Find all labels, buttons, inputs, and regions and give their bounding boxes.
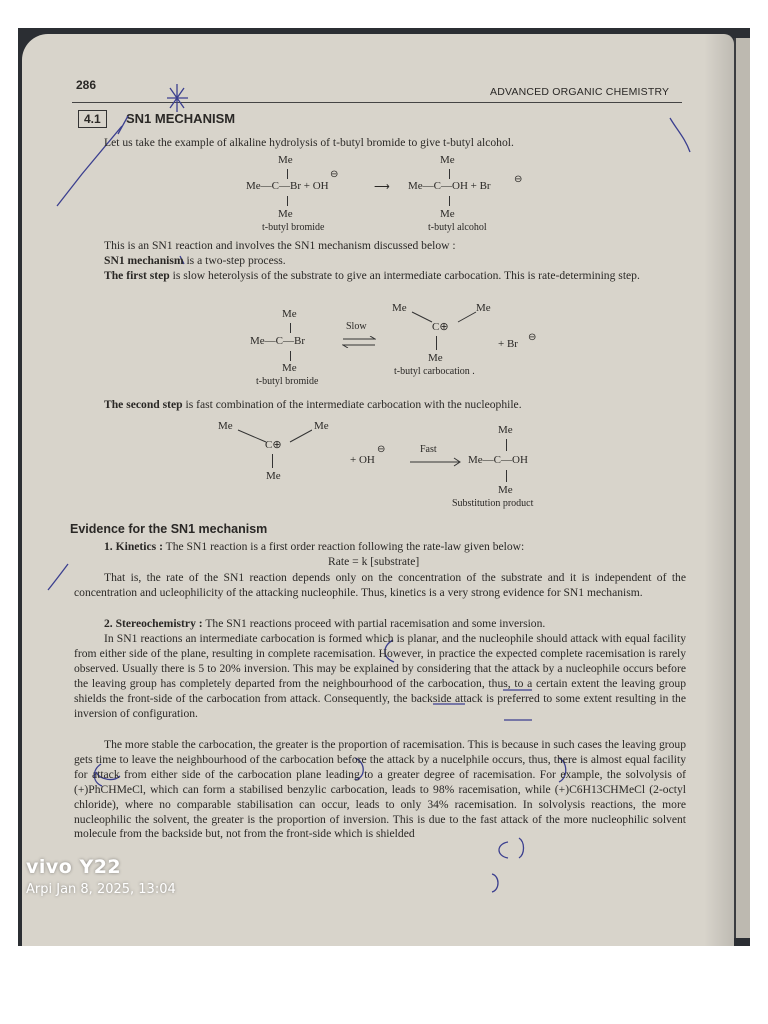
sn1-reaction-line: This is an SN1 reaction and involves the SN1 mechanism discussed below : xyxy=(104,239,456,252)
eq1-arrow: ⟶ xyxy=(374,181,390,193)
eq2-equilibrium-arrow xyxy=(342,336,376,348)
camera-watermark xyxy=(26,856,176,897)
header-rule xyxy=(72,102,682,103)
eq2-bottom-me: Me xyxy=(282,362,297,374)
page-number: 286 xyxy=(76,78,97,92)
stereochemistry-paragraph-2: The more stable the carbocation, the greater is the proportion of racemisation. This is because in such cases the leaving group gets time to leave the neighbourhood of the carbocation before the attack by a nucelphile occurs, thus, there is almost equal facility for attack from either side of the carbocation plane leading to a greater degree of racemisation. For example, the solvolysis of (+)PhCHMeCl, which can form a stabilised benzylic carbocation, leads to 98% racemisation, while (+)C6H13CHMeCl (2-octyl chloride), where no comparable stabilisation can occur, leads to only 34% racemisation. In solvolysis reactions, the more nucleophilic the solvent, the greater is the proportion of inversion. This is due to the fast attack of the more nucleophilic solvent molecule from the backside but, not from the front-side which is shielded xyxy=(74,738,686,841)
eq2-cation-me-left: Me xyxy=(392,302,407,314)
intro-paragraph: Let us take the example of alkaline hydrolysis of t-butyl bromide to give t-butyl alcohol. xyxy=(104,136,514,149)
eq2-left-row: Me—C—Br xyxy=(250,335,305,347)
eq1-right-label: t-butyl alcohol xyxy=(428,222,487,233)
watermark-meta: Arpi Jan 8, 2025, 13:04 xyxy=(26,882,176,897)
eq1-br-charge: ⊖ xyxy=(514,174,523,185)
eq2-arrow-label: Slow xyxy=(346,321,367,332)
eq2-left-label: t-butyl bromide xyxy=(256,376,319,387)
rate-law: Rate = k [substrate] xyxy=(328,555,420,568)
eq3-carbocation: C⊕ xyxy=(265,439,282,451)
stereochemistry-line: 2. Stereochemistry : The SN1 reactions proceed with partial racemisation and some inversion. xyxy=(104,617,546,630)
first-step-paragraph: The first step is slow heterolysis of the substrate to give an intermediate carbocation. This is rate-determining step. xyxy=(104,269,640,282)
eq1-oh-charge: ⊖ xyxy=(330,169,339,180)
eq1-left-label: t-butyl bromide xyxy=(262,222,325,233)
eq2-br-charge: ⊖ xyxy=(528,332,537,343)
two-step-line: SN1 mechanism is a two-step process. xyxy=(104,254,286,267)
eq1-right-row: Me—C—OH + Br xyxy=(408,180,491,192)
section-title: SN1 MECHANISM xyxy=(126,111,236,126)
eq3-product-row: Me—C—OH xyxy=(468,454,528,466)
kinetics-line: 1. Kinetics : The SN1 reaction is a first order reaction following the rate-law given below: xyxy=(104,540,525,553)
eq3-product-me-top: Me xyxy=(498,424,513,436)
eq3-oh-charge: ⊖ xyxy=(377,444,386,455)
adjacent-page-edge xyxy=(734,38,750,938)
eq1-bottom-me-left: Me xyxy=(278,208,293,220)
photo-frame xyxy=(18,28,750,946)
book-page xyxy=(22,34,734,946)
eq1-top-me-right: Me xyxy=(440,154,455,166)
section-number: 4.1 xyxy=(78,110,107,128)
second-step-paragraph: The second step is fast combination of the intermediate carbocation with the nucleophile. xyxy=(104,398,522,411)
eq2-bromide: + Br xyxy=(498,338,518,350)
eq2-right-label: t-butyl carbocation . xyxy=(394,366,475,377)
eq3-product-label: Substitution product xyxy=(452,498,534,509)
eq3-product-me-bottom: Me xyxy=(498,484,513,496)
eq1-top-me-left: Me xyxy=(278,154,293,166)
eq3-plus-oh: + OH xyxy=(350,454,375,466)
eq2-top-me: Me xyxy=(282,308,297,320)
eq2-carbocation: C⊕ xyxy=(432,321,449,333)
eq2-cation-me-right: Me xyxy=(476,302,491,314)
eq2-cation-me-bottom: Me xyxy=(428,352,443,364)
running-head: ADVANCED ORGANIC CHEMISTRY xyxy=(490,86,670,98)
eq3-cation-me-left: Me xyxy=(218,420,233,432)
kinetics-paragraph: That is, the rate of the SN1 reaction depends only on the concentration of the substrate and it is independent of the concentration and ucleophilicity of the attacking nucleophile. Thus, kinetics is a very strong evidence for SN1 mechanism. xyxy=(74,571,686,599)
eq1-left-row: Me—C—Br + OH xyxy=(246,180,329,192)
stereochemistry-paragraph-1: In SN1 reactions an intermediate carbocation is formed which is planar, and the nucleophile should attack with equal facility from either side of the plane, resulting in complete racemisation. However, in practice the expected complete racemisation is rarely observed. Usually there is 5 to 20% inversion. This may be explained by considering that the attack by a nucleophile occurs before the leaving group has completely departed from the neighbourhood of the carbocation, thus, to a certain extent the leaving group shields the front-side of the carbocation from attack. Consequently, the backside attack is preferred to some extent resulting in the inversion of configuration. xyxy=(74,632,686,720)
eq3-arrow-label: Fast xyxy=(420,444,437,455)
eq3-cation-me-right: Me xyxy=(314,420,329,432)
eq1-bottom-me-right: Me xyxy=(440,208,455,220)
evidence-heading: Evidence for the SN1 mechanism xyxy=(70,522,268,536)
eq3-arrow xyxy=(410,457,462,467)
eq3-cation-me-bottom: Me xyxy=(266,470,281,482)
watermark-device: vivo Y22 xyxy=(26,856,122,878)
